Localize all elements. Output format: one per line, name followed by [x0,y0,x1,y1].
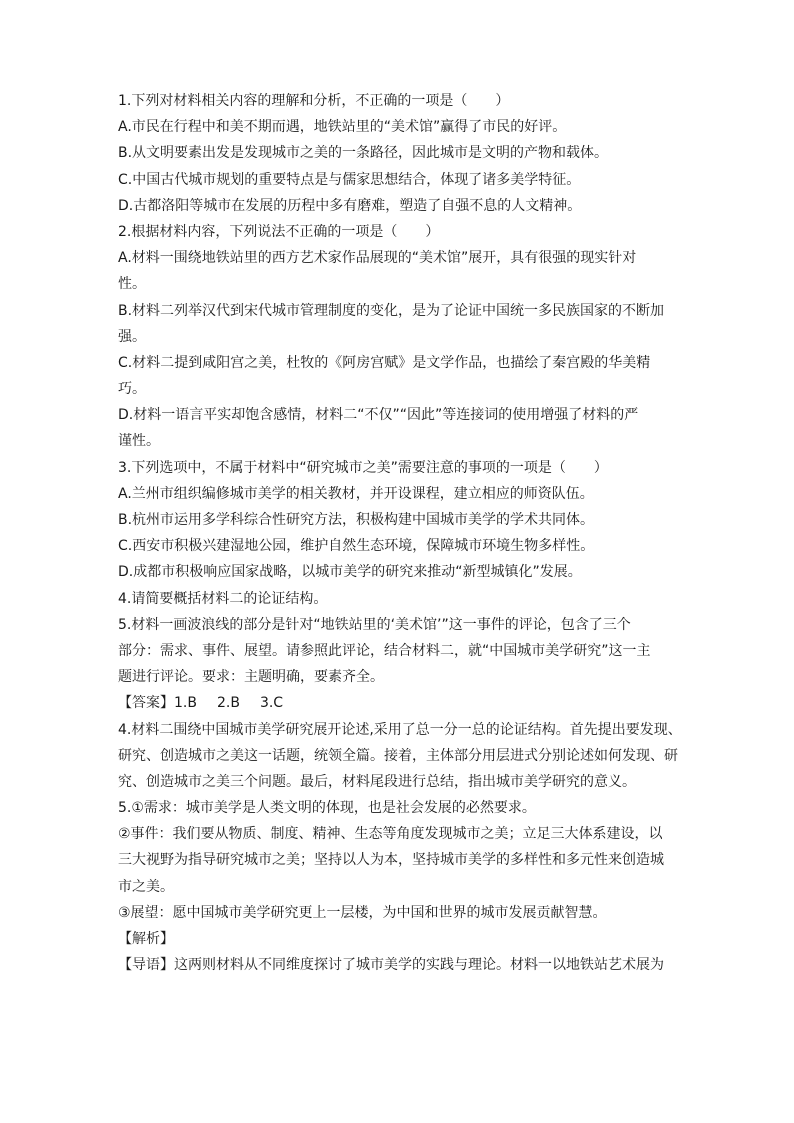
text-line: C.中国古代城市规划的重要特点是与儒家思想结合，体现了诸多美学特征。 [118,171,581,188]
text-line: 3.下列选项中，不属于材料中“研究城市之美”需要注意的事项的一项是（ ） [118,459,608,476]
text-line: D.古都洛阳等城市在发展的历程中多有磨难，塑造了自强不息的人文精神。 [118,197,582,214]
text-line: 5.①需求：城市美学是人类文明的体现，也是社会发展的必然要求。 [118,800,536,817]
text-line: ②事件：我们要从物质、制度、精神、生态等角度发现城市之美；立足三大体系建设，以 [118,826,663,843]
answer-item: 1.B [174,695,197,712]
answer-label: 【答案】 [118,695,174,712]
text-line: 三大视野为指导研究城市之美；坚持以人为本，坚持城市美学的多样性和多元性来创造城 [118,852,664,869]
answer-item: 3.C [259,695,284,712]
text-line: B.从文明要素出发是发现城市之美的一条路径，因此城市是文明的产物和载体。 [118,145,609,162]
text-line: D.材料一语言平实却饱含感情，材料二“不仅”“因此”等连接词的使用增强了材料的严 [118,407,639,424]
text-line: 究、创造城市之美三个问题。最后，材料尾段进行总结，指出城市美学研究的意义。 [118,773,636,790]
answer-line [118,690,670,716]
text-line: 部分：需求、事件、展望。请参照此评论，结合材料二，就“中国城市美学研究”这一主 [118,642,651,659]
text-line: C.材料二提到咸阳宫之美，杜牧的《阿房宫赋》是文学作品，也描绘了秦宫殿的华美精 [118,354,651,371]
question-block [118,88,670,690]
analysis-block [118,717,682,979]
text-line: C.西安市积极兴建湿地公园，维护自然生态环境，保障城市环境生物多样性。 [118,538,595,555]
answer-item: 2.B [216,695,240,712]
text-line: 2.根据材料内容，下列说法不正确的一项是（ ） [118,223,440,240]
text-line: D.成都市积极响应国家战略，以城市美学的研究来推动“新型城镇化”发展。 [118,564,582,581]
document-page [118,88,682,978]
text-line: B.杭州市运用多学科综合性研究方法，积极构建中国城市美学的学术共同体。 [118,512,595,528]
text-line: A.市民在行程中和美不期而遇，地铁站里的“美术馆”赢得了市民的好评。 [118,119,567,136]
text-line: A.兰州市组织编修城市美学的相关教材，并开设课程，建立相应的师资队伍。 [118,485,594,502]
text-line: B.材料二列举汉代到宋代城市管理制度的变化，是为了论证中国统一多民族国家的不断加 [118,302,665,319]
text-line: 性。 [118,276,146,293]
text-line: 1.下列对材料相关内容的理解和分析，不正确的一项是（ ） [118,93,510,109]
text-line: 谨性。 [118,433,160,450]
text-line: 【解析】 [118,931,174,947]
text-line: 研究、创造城市之美这一话题，统领全篇。接着，主体部分用层进式分别论述如何发现、研 [118,747,678,764]
text-line: 【导语】这两则材料从不同维度探讨了城市美学的实践与理论。材料一以地铁站艺术展为 [118,957,664,974]
text-line: 4.请简要概括材料二的论证结构。 [118,590,328,607]
text-line: ③展望：愿中国城市美学研究更上一层楼，为中国和世界的城市发展贡献智慧。 [118,904,607,921]
text-line: 巧。 [118,381,146,398]
text-line: 市之美。 [118,878,174,895]
text-line: A.材料一围绕地铁站里的西方艺术家作品展现的“美术馆”展开，具有很强的现实针对 [118,250,637,267]
text-line: 题进行评论。要求：主题明确，要素齐全。 [118,669,384,686]
text-line: 4.材料二围绕中国城市美学研究展开论述,采用了总一分一总的论证结构。首先提出要发现、 [118,721,682,738]
text-line: 强。 [118,328,146,345]
text-line: 5.材料一画波浪线的部分是针对“地铁站里的‘美术馆’”这一事件的评论，包含了三个 [118,616,631,633]
